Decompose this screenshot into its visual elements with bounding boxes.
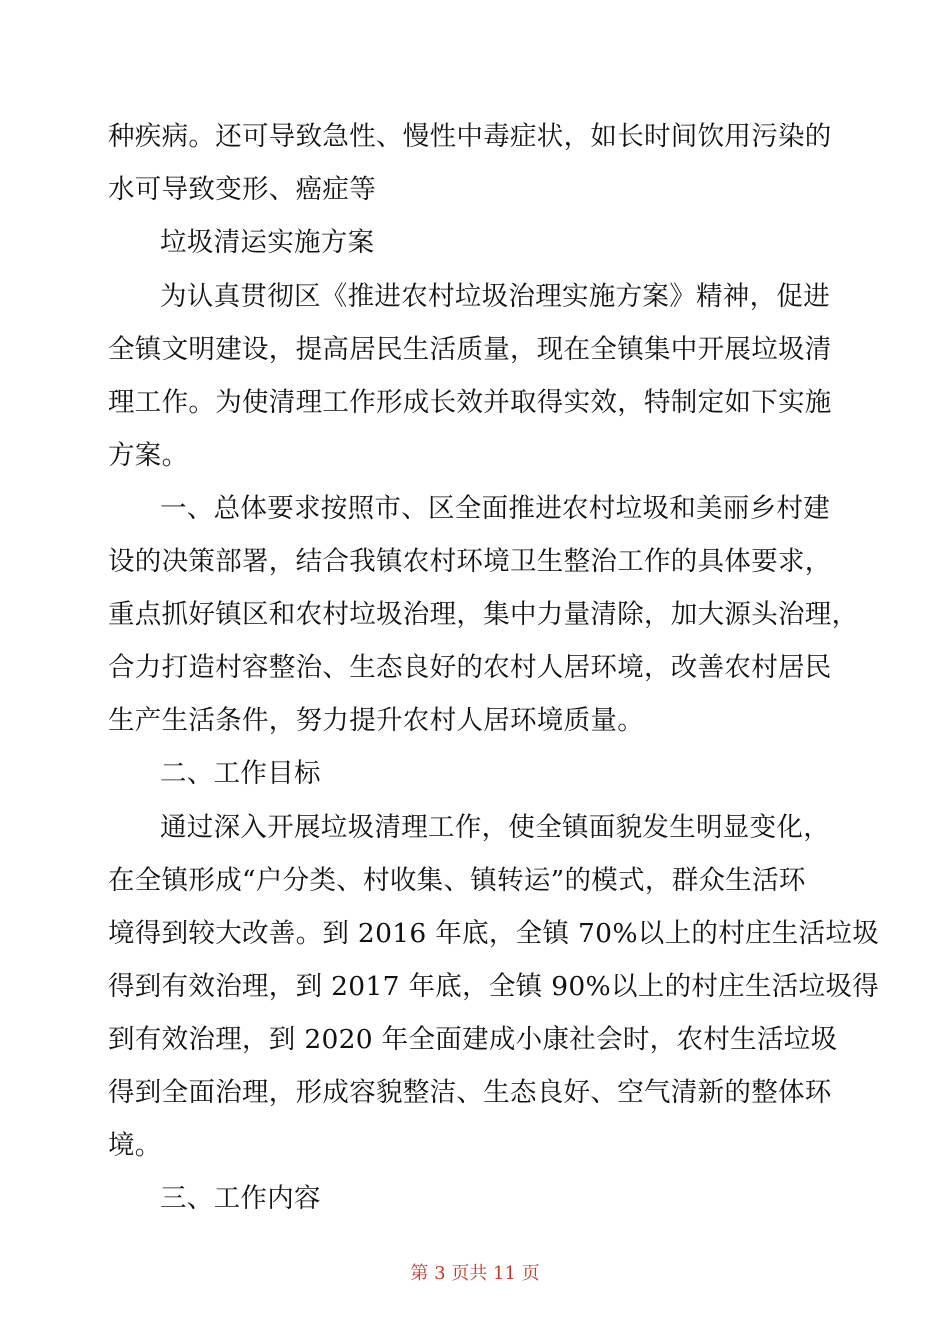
text-line: 水可导致变形、癌症等 bbox=[108, 174, 376, 205]
section-heading: 二、工作目标 bbox=[160, 758, 321, 789]
text-line: 境得到较大改善。到 2016 年底，全镇 70%以上的村庄生活垃圾 bbox=[108, 918, 880, 949]
text-line: 一、总体要求按照市、区全面推进农村垃圾和美丽乡村建 bbox=[160, 493, 830, 524]
text-line: 生产生活条件，努力提升农村人居环境质量。 bbox=[108, 705, 644, 736]
text-line: 为认真贯彻区《推进农村垃圾治理实施方案》精神，促进 bbox=[160, 281, 830, 312]
text-line: 通过深入开展垃圾清理工作，使全镇面貌发生明显变化， bbox=[160, 812, 830, 843]
text-line: 设的决策部署，结合我镇农村环境卫生整治工作的具体要求， bbox=[108, 546, 832, 577]
text-line: 境。 bbox=[108, 1130, 162, 1161]
text-line: 得到全面治理，形成容貌整洁、生态良好、空气清新的整体环 bbox=[108, 1077, 832, 1108]
text-line: 到有效治理，到 2020 年全面建成小康社会时，农村生活垃圾 bbox=[108, 1024, 838, 1055]
text-line: 全镇文明建设，提高居民生活质量，现在全镇集中开展垃圾清 bbox=[108, 334, 832, 365]
section-heading: 三、工作内容 bbox=[160, 1183, 321, 1214]
text-line: 种疾病。还可导致急性、慢性中毒症状，如长时间饮用污染的 bbox=[108, 121, 832, 152]
page-number-footer: 第 3 页共 11 页 bbox=[410, 1263, 540, 1284]
text-line: 重点抓好镇区和农村垃圾治理，集中力量清除，加大源头治理， bbox=[108, 599, 859, 630]
section-heading: 垃圾清运实施方案 bbox=[160, 227, 375, 258]
text-line: 方案。 bbox=[108, 440, 189, 471]
text-line: 合力打造村容整治、生态良好的农村人居环境，改善农村居民 bbox=[108, 652, 832, 683]
text-line: 理工作。为使清理工作形成长效并取得实效，特制定如下实施 bbox=[108, 387, 832, 418]
text-line: 在全镇形成“户分类、村收集、镇转运”的模式，群众生活环 bbox=[108, 865, 806, 896]
text-line: 得到有效治理，到 2017 年底，全镇 90%以上的村庄生活垃圾得 bbox=[108, 971, 880, 1002]
